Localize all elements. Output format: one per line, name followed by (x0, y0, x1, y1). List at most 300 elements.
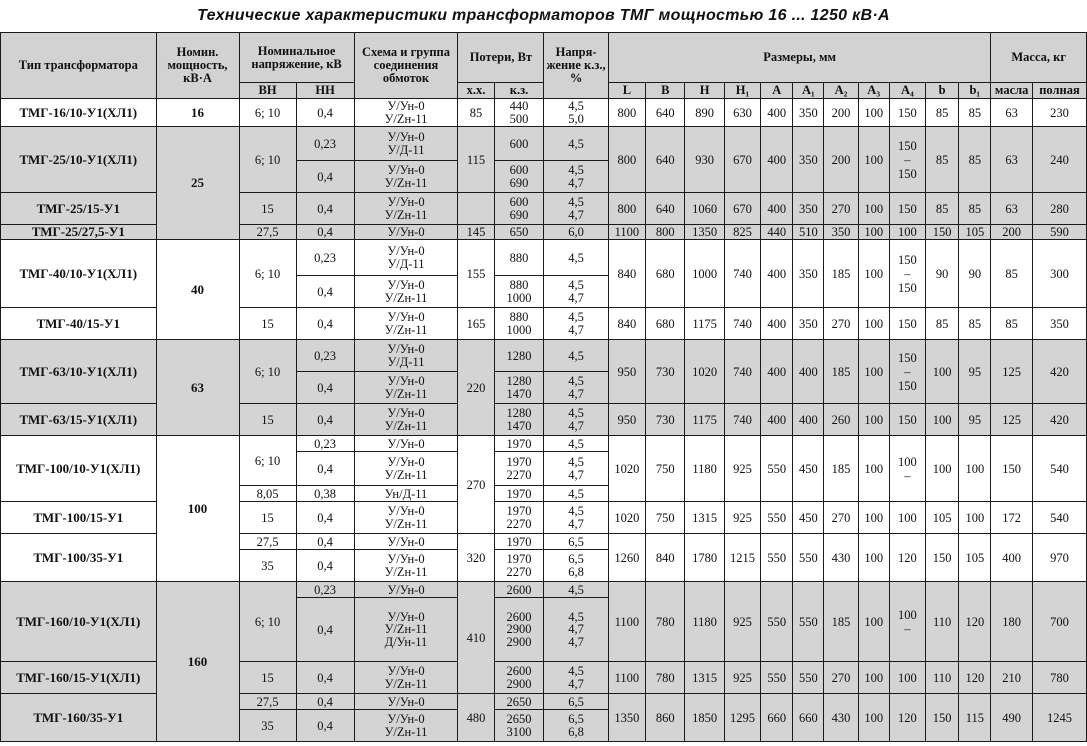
table-cell: 400 (761, 127, 793, 193)
cell-line: 3100 (506, 724, 532, 739)
table-cell: 85 (926, 99, 959, 127)
table-cell: 6,5 (544, 534, 608, 550)
table-cell: 6; 10 (239, 436, 296, 486)
table-cell: 400 (793, 340, 824, 404)
table-cell: 4,5 (544, 582, 608, 598)
table-cell: 270 (824, 193, 858, 225)
table-cell: 350 (793, 193, 824, 225)
table-cell (544, 550, 608, 582)
col-nn: НН (296, 83, 354, 99)
table-cell: 185 (824, 240, 858, 308)
cell-line: 150 (898, 280, 917, 295)
table-cell: 6; 10 (239, 240, 296, 308)
table-cell: ТМГ-40/15-У1 (1, 308, 157, 340)
table-cell: 410 (458, 582, 494, 694)
dash-mark: – (904, 621, 911, 636)
table-cell: 115 (458, 127, 494, 193)
table-cell (544, 502, 608, 534)
table-cell: 1215 (724, 534, 760, 582)
table-cell (889, 127, 925, 193)
table-cell: 925 (724, 436, 760, 502)
cell-line: 1470 (506, 418, 532, 433)
table-cell: 350 (1032, 308, 1086, 340)
table-cell: ТМГ-63/10-У1(ХЛ1) (1, 340, 157, 404)
table-cell: ТМГ-40/10-У1(ХЛ1) (1, 240, 157, 308)
cell-line: У/Ун-0 (387, 504, 425, 518)
table-cell: 105 (926, 502, 959, 534)
cell-line: 4,7 (568, 418, 584, 433)
table-cell: 350 (793, 127, 824, 193)
table-cell: 0,4 (296, 225, 354, 240)
table-cell: 400 (793, 404, 824, 436)
table-cell: 0,4 (296, 99, 354, 127)
table-cell: 860 (646, 694, 685, 742)
col-H: H (685, 83, 724, 99)
table-cell: 100 (889, 502, 925, 534)
cell-line: 1970 (506, 552, 532, 566)
table-cell: 0,4 (296, 694, 354, 710)
table-cell: 1780 (685, 534, 724, 582)
col-A3: A₃ (858, 83, 889, 99)
table-cell: 115 (959, 694, 991, 742)
table-cell: 400 (991, 534, 1032, 582)
table-cell: 1245 (1032, 694, 1086, 742)
table-cell: 6; 10 (239, 127, 296, 193)
table-cell: 100 (858, 436, 889, 502)
cell-line: У/Zн-11 (384, 322, 428, 337)
table-body (1, 99, 1087, 742)
table-cell: 240 (1032, 127, 1086, 193)
table-cell: ТМГ-16/10-У1(ХЛ1) (1, 99, 157, 127)
table-cell: ТМГ-25/27,5-У1 (1, 225, 157, 240)
table-cell: 85 (926, 193, 959, 225)
table-cell: 185 (824, 582, 858, 662)
cell-line: 6,8 (568, 724, 584, 739)
table-cell (354, 550, 458, 582)
table-cell: 90 (926, 240, 959, 308)
table-cell: 105 (959, 534, 991, 582)
table-cell: 85 (458, 99, 494, 127)
table-cell: 95 (959, 404, 991, 436)
cell-line: 100 (898, 454, 917, 469)
table-cell: 1180 (685, 436, 724, 502)
table-cell (889, 340, 925, 404)
table-cell: 100 (926, 404, 959, 436)
cell-line: 4,7 (568, 322, 584, 337)
table-cell: 840 (646, 534, 685, 582)
table-cell: 550 (761, 436, 793, 502)
table-cell: Ун/Д-11 (354, 486, 458, 502)
table-cell: 780 (646, 582, 685, 662)
col-power: Номин. мощность, кВ·А (156, 33, 239, 99)
table-cell: 680 (646, 240, 685, 308)
table-cell: 400 (761, 99, 793, 127)
cell-line: 4,7 (568, 516, 584, 531)
table-cell: У/Ун-0 (354, 694, 458, 710)
table-cell: У/Ун-0 (354, 534, 458, 550)
table-cell: 90 (959, 240, 991, 308)
cell-line: У/Ун-0 (387, 244, 425, 258)
table-cell: 260 (824, 404, 858, 436)
cell-line: 2270 (506, 516, 532, 531)
table-cell: 200 (824, 127, 858, 193)
cell-line: 4,7 (568, 207, 584, 222)
table-cell: 825 (724, 225, 760, 240)
table-cell: 16 (156, 99, 239, 127)
table-cell: 840 (608, 240, 645, 308)
cell-line: У/Ун-0 (387, 195, 425, 209)
cell-line: 4,7 (568, 634, 584, 649)
table-row (1, 340, 1087, 372)
cell-line: 5,0 (568, 111, 584, 126)
transformer-spec-table (0, 32, 1087, 742)
table-cell: 840 (608, 308, 645, 340)
table-cell: 630 (724, 99, 760, 127)
cell-line: 4,7 (568, 622, 584, 637)
table-cell: 4,5 (544, 486, 608, 502)
table-cell: 220 (458, 340, 494, 436)
table-cell: 1315 (685, 662, 724, 694)
cell-line: У/Д-11 (387, 142, 425, 157)
table-cell: 640 (646, 193, 685, 225)
cell-line: У/Ун-0 (387, 310, 425, 324)
table-cell: 125 (991, 340, 1032, 404)
table-cell: ТМГ-63/15-У1(ХЛ1) (1, 404, 157, 436)
table-cell: 1100 (608, 582, 645, 662)
col-B: B (646, 83, 685, 99)
table-cell: 100 (858, 127, 889, 193)
table-cell (494, 99, 544, 127)
cell-line: 4,5 (568, 278, 584, 292)
table-cell: 100 (889, 662, 925, 694)
table-cell: 150 (991, 436, 1032, 502)
table-cell: 700 (1032, 582, 1086, 662)
table-cell: 85 (926, 308, 959, 340)
table-cell: 1970 (494, 436, 544, 452)
table-cell: 0,4 (296, 372, 354, 404)
cell-line: 4,5 (568, 195, 584, 209)
table-cell: 800 (646, 225, 685, 240)
dash-mark: – (904, 468, 911, 483)
table-cell: 440 (761, 225, 793, 240)
table-cell (494, 452, 544, 486)
table-cell (354, 340, 458, 372)
table-cell: 145 (458, 225, 494, 240)
table-cell: 650 (494, 225, 544, 240)
table-cell: 100 (926, 340, 959, 404)
table-row (1, 127, 1087, 161)
dash-mark: – (904, 152, 911, 167)
table-row (1, 240, 1087, 276)
table-cell (354, 193, 458, 225)
cell-line: 2900 (506, 622, 532, 637)
table-cell: 400 (761, 240, 793, 308)
col-A: A (761, 83, 793, 99)
table-cell: 0,23 (296, 582, 354, 598)
table-cell: 100 (926, 436, 959, 502)
table-cell: 2650 (494, 694, 544, 710)
cell-line: 150 (898, 252, 917, 267)
cell-line: У/Ун-0 (387, 342, 425, 356)
table-cell: 110 (926, 582, 959, 662)
table-cell: У/Ун-0 (354, 225, 458, 240)
table-cell: 350 (824, 225, 858, 240)
table-cell (354, 404, 458, 436)
table-cell: 120 (889, 534, 925, 582)
table-cell: 730 (646, 340, 685, 404)
table-cell: 120 (959, 582, 991, 662)
table-cell: ТМГ-160/10-У1(ХЛ1) (1, 582, 157, 662)
table-cell: 400 (761, 308, 793, 340)
table-cell: 430 (824, 534, 858, 582)
table-cell (494, 710, 544, 742)
table-cell: 1100 (608, 225, 645, 240)
cell-line: У/Д-11 (387, 354, 425, 369)
table-cell: 550 (761, 662, 793, 694)
table-cell: 155 (458, 240, 494, 308)
table-cell (494, 550, 544, 582)
cell-line: 2900 (506, 676, 532, 691)
col-kz: к.з. (494, 83, 544, 99)
cell-line: 1000 (506, 290, 532, 305)
table-cell: 1180 (685, 582, 724, 662)
table-cell: 85 (959, 127, 991, 193)
table-cell: 15 (239, 662, 296, 694)
table-cell: 0,4 (296, 193, 354, 225)
table-cell (889, 240, 925, 308)
table-cell: 4,5 (544, 127, 608, 161)
cell-line: 4,5 (568, 406, 584, 420)
table-cell: 100 (858, 404, 889, 436)
table-cell (544, 161, 608, 193)
cell-line: 4,5 (568, 455, 584, 469)
table-cell: 270 (458, 436, 494, 534)
table-cell: 550 (793, 534, 824, 582)
table-cell (354, 161, 458, 193)
table-cell: 400 (761, 340, 793, 404)
table-cell: 100 (858, 582, 889, 662)
cell-line: 2270 (506, 564, 532, 579)
table-cell: ТМГ-160/15-У1(ХЛ1) (1, 662, 157, 694)
col-type: Тип трансформатора (1, 33, 157, 99)
table-cell (354, 240, 458, 276)
table-cell: 925 (724, 662, 760, 694)
table-cell: 1350 (608, 694, 645, 742)
table-cell: 85 (959, 99, 991, 127)
col-oil: масла (991, 83, 1032, 99)
table-cell: 1175 (685, 308, 724, 340)
table-cell: 740 (724, 340, 760, 404)
cell-line: 1470 (506, 386, 532, 401)
table-cell: 1970 (494, 486, 544, 502)
table-cell: 1350 (685, 225, 724, 240)
table-cell: 550 (793, 582, 824, 662)
table-cell: 550 (761, 502, 793, 534)
cell-line: 4,5 (568, 664, 584, 678)
table-cell: 950 (608, 404, 645, 436)
cell-line: 2600 (506, 609, 532, 624)
table-cell (544, 710, 608, 742)
table-cell (494, 598, 544, 662)
table-cell: 0,4 (296, 550, 354, 582)
cell-line: 1970 (506, 504, 532, 518)
table-cell (354, 502, 458, 534)
table-cell: 150 (926, 225, 959, 240)
table-cell: 1100 (608, 662, 645, 694)
table-cell: 125 (991, 404, 1032, 436)
table-cell: 930 (685, 127, 724, 193)
table-cell: 85 (959, 193, 991, 225)
table-cell (354, 127, 458, 161)
table-cell (354, 308, 458, 340)
cell-line: 4,7 (568, 467, 584, 482)
cell-line: 150 (898, 378, 917, 393)
col-dims: Размеры, мм (608, 33, 991, 83)
cell-line: 2270 (506, 467, 532, 482)
cell-line: 4,5 (568, 310, 584, 324)
table-cell: 100 (156, 436, 239, 582)
cell-line: 440 (509, 99, 529, 113)
col-b: b (926, 83, 959, 99)
col-A4: A₄ (889, 83, 925, 99)
table-cell: 490 (991, 694, 1032, 742)
table-cell (544, 193, 608, 225)
cell-line: У/Ун-0 (387, 455, 425, 469)
table-cell: ТМГ-160/35-У1 (1, 694, 157, 742)
cell-line: 2650 (506, 712, 532, 726)
cell-line: 2900 (506, 634, 532, 649)
table-cell: У/Ун-0 (354, 436, 458, 452)
table-cell: 1060 (685, 193, 724, 225)
table-cell: 200 (991, 225, 1032, 240)
table-cell: 100 (959, 436, 991, 502)
table-cell (458, 193, 494, 225)
cell-line: У/Ун-0 (387, 130, 425, 144)
table-cell: 85 (926, 127, 959, 193)
table-cell: 15 (239, 502, 296, 534)
table-cell: 780 (646, 662, 685, 694)
table-cell: 680 (646, 308, 685, 340)
table-cell: 320 (458, 534, 494, 582)
table-cell: 40 (156, 240, 239, 340)
cell-line: 6,5 (568, 552, 584, 566)
table-cell: 0,4 (296, 404, 354, 436)
table-cell (494, 502, 544, 534)
table-cell: 420 (1032, 340, 1086, 404)
cell-line: 2600 (506, 664, 532, 678)
table-cell (889, 436, 925, 502)
col-b1: b₁ (959, 83, 991, 99)
table-cell: 270 (824, 662, 858, 694)
table-cell: 750 (646, 502, 685, 534)
table-cell (544, 276, 608, 308)
table-cell: 0,23 (296, 340, 354, 372)
col-A2: A₂ (824, 83, 858, 99)
cell-line: У/Zн-11 (384, 175, 428, 190)
table-cell: 185 (824, 340, 858, 404)
table-cell: 6; 10 (239, 99, 296, 127)
table-cell: 150 (889, 404, 925, 436)
table-cell: 540 (1032, 502, 1086, 534)
col-voltage: Номинальное напряжение, кВ (239, 33, 354, 83)
cell-line: 500 (509, 111, 529, 126)
cell-line: 6,8 (568, 564, 584, 579)
table-cell: 172 (991, 502, 1032, 534)
table-cell (354, 662, 458, 694)
table-cell: 6,0 (544, 225, 608, 240)
table-cell: 63 (156, 340, 239, 436)
table-cell: 0,23 (296, 436, 354, 452)
table-cell (544, 99, 608, 127)
table-cell: 0,23 (296, 127, 354, 161)
col-uk: Напря-жение к.з., % (544, 33, 608, 99)
table-cell: 180 (991, 582, 1032, 662)
cell-line: 4,5 (568, 99, 584, 113)
table-cell: 350 (793, 240, 824, 308)
cell-line: 150 (898, 350, 917, 365)
table-cell: 100 (858, 534, 889, 582)
table-cell (494, 161, 544, 193)
col-losses: Потери, Вт (458, 33, 544, 83)
table-cell: 510 (793, 225, 824, 240)
table-title: Технические характеристики трансформаторов ТМГ мощностью 16 ... 1250 кВ·А (197, 7, 890, 24)
table-cell: 100 (858, 193, 889, 225)
table-cell: 670 (724, 193, 760, 225)
table-cell: 100 (889, 225, 925, 240)
table-cell: 6,5 (544, 694, 608, 710)
cell-line: У/Zн-11 (384, 564, 428, 579)
table-cell (354, 372, 458, 404)
table-cell: 1175 (685, 404, 724, 436)
cell-line: У/Zн-11 (384, 207, 428, 222)
table-cell: ТМГ-25/10-У1(ХЛ1) (1, 127, 157, 193)
table-cell (889, 582, 925, 662)
table-cell: 550 (793, 662, 824, 694)
table-cell: 270 (824, 308, 858, 340)
table-cell: 160 (156, 582, 239, 742)
table-cell: 150 (889, 193, 925, 225)
table-cell: 1850 (685, 694, 724, 742)
table-cell: У/Ун-0 (354, 582, 458, 598)
table-cell: 27,5 (239, 534, 296, 550)
table-cell: 0,4 (296, 710, 354, 742)
table-cell: 0,23 (296, 240, 354, 276)
table-row (1, 436, 1087, 452)
table-cell: 350 (793, 308, 824, 340)
table-cell: 100 (959, 502, 991, 534)
table-cell (544, 404, 608, 436)
table-cell: 550 (761, 582, 793, 662)
table-cell: 420 (1032, 404, 1086, 436)
table-cell: 63 (991, 127, 1032, 193)
table-cell (544, 308, 608, 340)
table-cell: 105 (959, 225, 991, 240)
table-cell: 480 (458, 694, 494, 742)
table-cell: 150 (926, 534, 959, 582)
table-cell: 1020 (608, 436, 645, 502)
table-cell: 590 (1032, 225, 1086, 240)
table-cell: 27,5 (239, 225, 296, 240)
cell-line: 4,7 (568, 290, 584, 305)
cell-line: 600 (509, 163, 529, 177)
table-cell: 15 (239, 404, 296, 436)
table-cell: 0,4 (296, 452, 354, 486)
col-mass: Масса, кг (991, 33, 1087, 83)
table-cell: 100 (858, 662, 889, 694)
cell-line: 4,5 (568, 163, 584, 177)
cell-line: У/Zн-11 (384, 418, 428, 433)
table-cell: 150 (926, 694, 959, 742)
